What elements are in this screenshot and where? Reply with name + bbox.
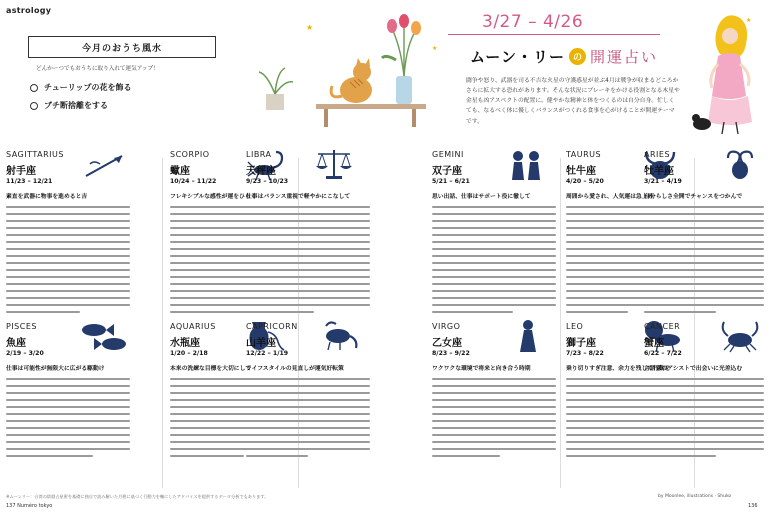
sign-headline: フレキシブルな感性が運をひらく xyxy=(170,194,257,200)
sign-headline: 乗り切りすぎ注意、余力を残して行動を xyxy=(566,366,671,372)
sign-date: 8/23 – 9/22 xyxy=(432,350,470,357)
sign-name-jp: 蠍座 xyxy=(170,166,190,177)
sign-headline: 自分らしさ全開でチャンスをつかんで xyxy=(644,194,743,200)
sign-body-text xyxy=(6,206,130,313)
sign-name-en: PISCES xyxy=(6,322,37,331)
date-range: 3/27 – 4/26 xyxy=(482,12,584,32)
sign-body-text xyxy=(6,378,130,457)
sign-name-en: SAGITTARIUS xyxy=(6,150,64,159)
feature-title xyxy=(470,46,658,67)
svg-text:★: ★ xyxy=(746,17,752,24)
sign-name-en: SCORPIO xyxy=(170,150,210,159)
sign-headline: 仕事はバランス重視で軽やかにこなして xyxy=(246,194,351,200)
sign-name-en: CANCER xyxy=(644,322,681,331)
sign-name-en: GEMINI xyxy=(432,150,464,159)
svg-text:★: ★ xyxy=(306,23,314,32)
sign-date: 12/22 – 1/19 xyxy=(246,350,289,357)
sign-name-en: TAURUS xyxy=(566,150,602,159)
sign-name-jp: 射手座 xyxy=(6,166,36,177)
feng-shui-item xyxy=(30,82,131,93)
sign-headline: 言語家のアシストで出会いに光差込む xyxy=(644,366,743,372)
feature-title-fortune: 開運占い xyxy=(589,48,658,66)
sign-name-en: ARIES xyxy=(644,150,671,159)
circle-bullet-icon xyxy=(30,102,38,110)
feature-title-no: の xyxy=(569,48,586,65)
sign-date: 1/20 – 2/18 xyxy=(170,350,208,357)
sign-name-en: AQUARIUS xyxy=(170,322,216,331)
svg-text:★: ★ xyxy=(432,45,438,52)
feng-shui-item-label: チューリップの花を飾る xyxy=(44,83,132,92)
sign-body-text xyxy=(432,378,556,457)
credit: by Moonlee, illustrations · Shuko xyxy=(658,494,732,499)
sign-body-text xyxy=(246,378,370,457)
sign-body-text xyxy=(432,206,556,313)
sign-body-text xyxy=(246,206,370,313)
sagittarius-arrow-icon xyxy=(82,150,130,180)
feng-shui-lead: どんかーつでもおうちに取り入れて運気アップ！ xyxy=(36,66,159,72)
sign-headline: 仕事は可能性が無限大に広がる駆動け xyxy=(6,366,105,372)
sign-date: 11/23 – 12/21 xyxy=(6,178,53,185)
sign-date: 6/22 – 7/22 xyxy=(644,350,682,357)
column-divider xyxy=(560,158,561,488)
sign-name-en: LEO xyxy=(566,322,584,331)
woman-with-cat-illustration xyxy=(688,8,764,136)
sign-name-jp: 水瓶座 xyxy=(170,338,200,349)
feng-shui-item xyxy=(30,100,108,111)
feature-title-name: ムーン・リー xyxy=(470,48,565,66)
sign-name-en: LIBRA xyxy=(246,150,272,159)
sign-name-jp: 双子座 xyxy=(432,166,462,177)
sign-name-jp: 獅子座 xyxy=(566,338,596,349)
sign-date: 9/23 – 10/23 xyxy=(246,178,289,185)
house-plants-illustration xyxy=(246,10,446,128)
column-divider xyxy=(162,158,163,488)
date-underline xyxy=(448,34,660,35)
sign-headline: ライフスタイルの見直しが運気好転策 xyxy=(246,366,344,372)
sign-date: 4/20 – 5/20 xyxy=(566,178,604,185)
sign-name-jp: 牡羊座 xyxy=(644,166,674,177)
sign-headline: 本来の洗練な目標を大切にして xyxy=(170,366,252,372)
twins-icon xyxy=(506,148,546,182)
sign-name-jp: 乙女座 xyxy=(432,338,462,349)
sign-date: 10/24 – 11/22 xyxy=(170,178,217,185)
feng-shui-box xyxy=(28,36,216,58)
sign-name-jp: 蟹座 xyxy=(644,338,664,349)
feng-shui-item-label: ブチ断捨離をする xyxy=(44,101,108,110)
ram-icon xyxy=(720,148,760,182)
sign-name-jp: 山羊座 xyxy=(246,338,276,349)
crab-icon xyxy=(718,318,762,354)
feature-intro: 闘争や怒り、武器を司る不吉な火星の守護惑星が並ぶ4月は戦争が収まるどころかさらに拡大する恐れがあります。そんな状況にブレーキをかける役割となる木星や金星も凶アスペクトの配置に。健やかな精神と体をつくるのは自分自身。忙しくても、なるべく体に優しくバランスがつくれる食事を心がけることが開運テーマです。 xyxy=(466,78,680,125)
sign-name-en: VIRGO xyxy=(432,322,461,331)
sign-headline: ワクワクな環境で将来と向き合う時期 xyxy=(432,366,531,372)
sign-name-jp: 魚座 xyxy=(6,338,26,349)
sign-headline: 思い出話、仕事はサポート役に徹して xyxy=(432,194,531,200)
page-number-left: 137 Numéro tokyo xyxy=(6,503,53,509)
sign-name-en: CAPRICORN xyxy=(246,322,298,331)
feng-shui-title: 今月のおうち風水 xyxy=(81,43,162,54)
goat-icon xyxy=(318,318,362,354)
sign-body-text xyxy=(644,206,764,313)
section-label: astrology xyxy=(6,6,52,15)
sign-date: 3/21 – 4/19 xyxy=(644,178,682,185)
sign-date: 5/21 – 6/21 xyxy=(432,178,470,185)
sign-name-jp: 牡牛座 xyxy=(566,166,596,177)
maiden-icon xyxy=(508,318,548,354)
footnote: ※ムーンリー：台湾の陰暦占星術を基礎に独自で読み解いた月相に基づく行動力を軸にしたアドバイスを提供するデータ分析でもあります。 xyxy=(6,494,269,499)
fish-icon xyxy=(76,318,134,354)
sign-date: 2/19 – 3/20 xyxy=(6,350,44,357)
sign-name-jp: 天秤座 xyxy=(246,166,276,177)
sign-headline: 素直を武器に物事を進めると吉 xyxy=(6,194,88,200)
sign-body-text xyxy=(644,378,764,457)
circle-bullet-icon xyxy=(30,84,38,92)
sign-headline: 周囲から愛され、人気運は急上昇 xyxy=(566,194,654,200)
page-number-right: 136 xyxy=(748,503,758,509)
scales-icon xyxy=(314,146,354,182)
sign-date: 7/23 – 8/22 xyxy=(566,350,604,357)
